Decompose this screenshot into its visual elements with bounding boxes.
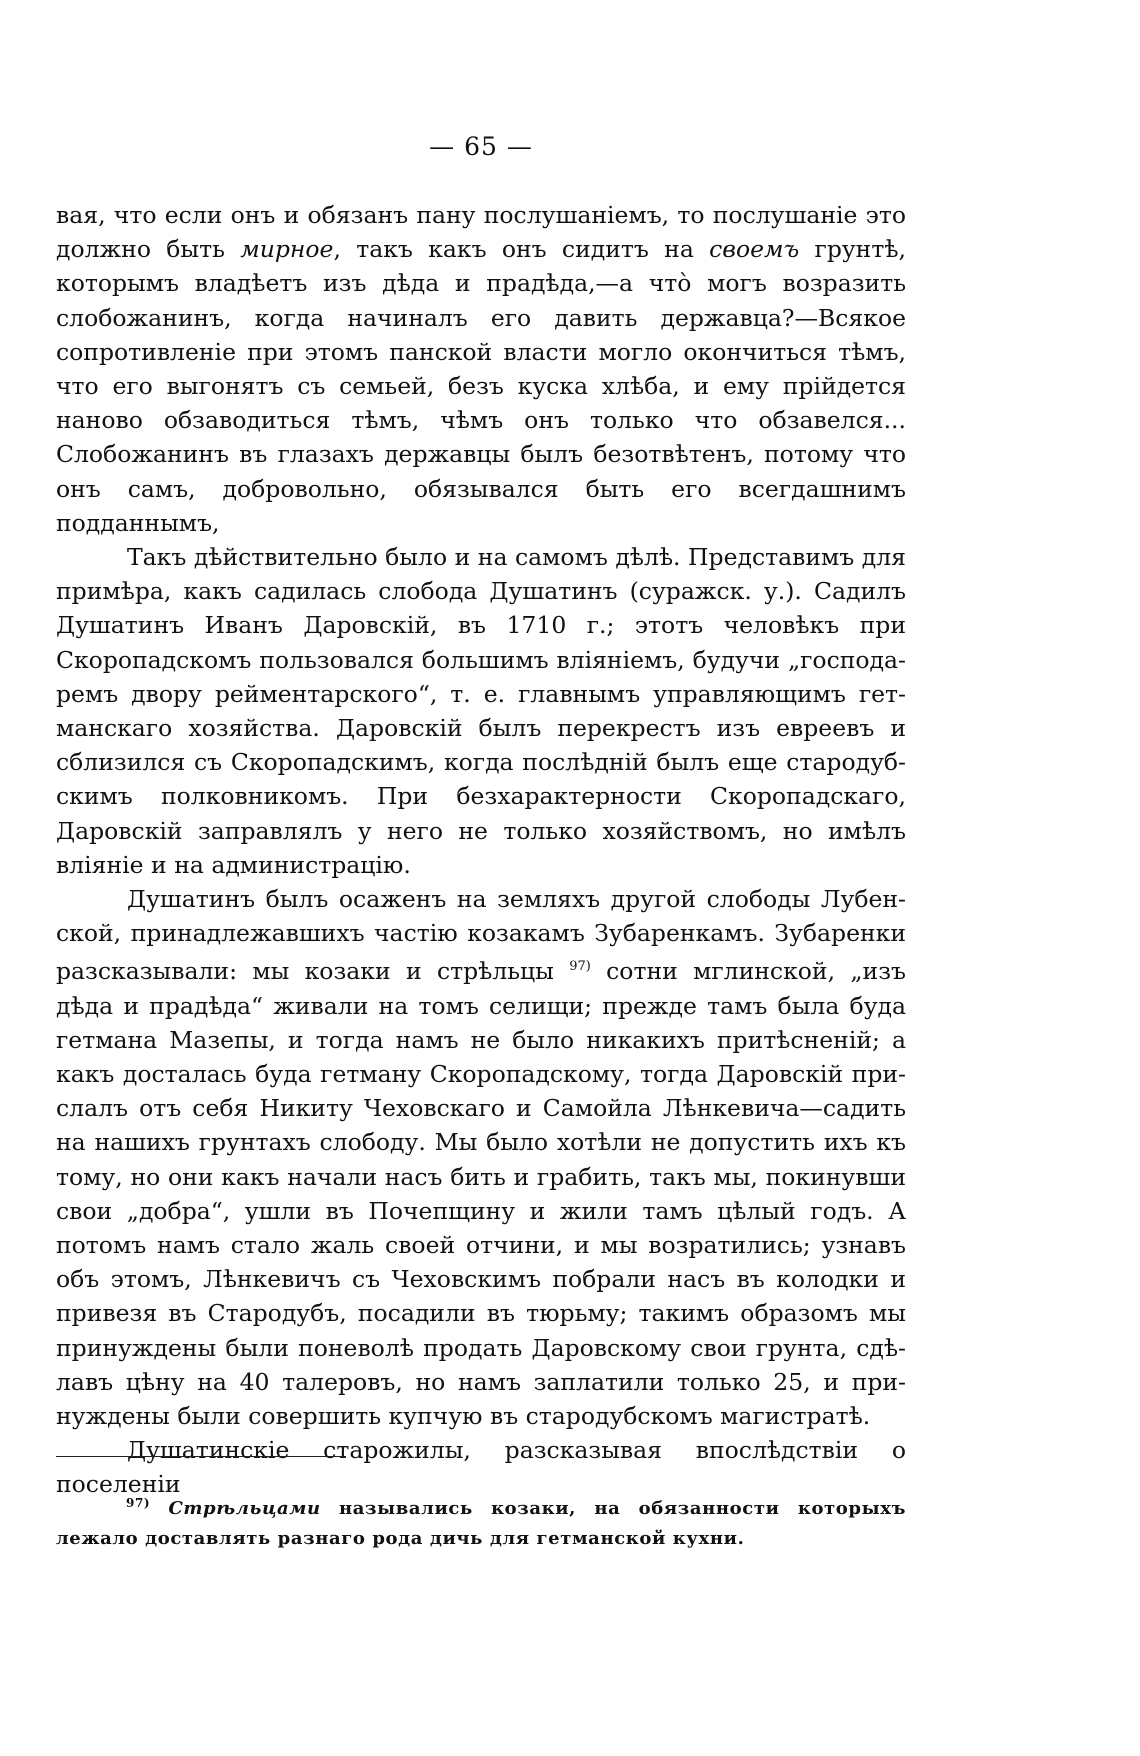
paragraph: [56, 882, 906, 1433]
footnote-mark: 97): [126, 1496, 151, 1510]
body-text: [56, 198, 906, 1502]
footnote-text: назывались козаки, на обязанности которыхъ лежало доставлять разнаго рода дичь для гетманской кухни.: [56, 1498, 906, 1549]
paragraph-text: вая, что если онъ и обязанъ пану послушаніемъ, то послушаніе это должно быть: [56, 201, 906, 264]
footnote-term: Стрѣльцами: [168, 1498, 321, 1519]
paragraph-text: грунтѣ, которымъ владѣетъ изъ дѣда и прадѣда,—а что̀ могъ возразить слобожанинъ, когда начиналъ его давить державца?—Всякое сопротивленіе при этомъ панской власти могло окончиться тѣмъ, что его выгонятъ съ семьей, безъ куска хлѣба, и ему прійдется наново обзаводиться тѣмъ, чѣмъ онъ только что обзавелся... Слобожанинъ въ глазахъ державцы былъ безотвѣтенъ, потому что онъ самъ, добровольно, обязывался быть его всегдашнимъ подданнымъ,: [56, 235, 906, 537]
paragraph: [56, 198, 906, 540]
paragraph: [56, 540, 906, 882]
paragraph-text: , такъ какъ онъ сидитъ на: [333, 235, 710, 264]
footnote-reference: 97): [569, 959, 591, 975]
page-number: — 65 —: [429, 132, 533, 161]
paragraph-text: Душатинъ былъ осаженъ на земляхъ другой слободы Лубенской, принадлежавшихъ частію козакамъ Зубаренкамъ. Зубаренки разсказывали: мы козаки и стрѣльцы: [56, 885, 906, 986]
book-page: [56, 0, 906, 1756]
footnote-divider: [56, 1456, 346, 1457]
emphasized-word: мирное: [240, 235, 334, 264]
paragraph-text: сотни мглинской, „изъ дѣда и прадѣда“ живали на томъ селищи; прежде тамъ была буда гетмана Мазепы, и тогда намъ не было никакихъ притѣсненій; а какъ досталась буда гетману Скоропадскому, тогда Даровскій прислалъ отъ себя Никиту Чеховскаго и Самойла Лѣнкевича—садить на нашихъ грунтахъ слободу. Мы было хотѣли не допустить ихъ къ тому, но они какъ начали насъ бить и грабить, такъ мы, покинувши свои „добра“, ушли въ Почепщину и жили тамъ цѣлый годъ. А потомъ намъ стало жаль своей отчини, и мы возратились; узнавъ объ этомъ, Лѣнкевичъ съ Чеховскимъ побрали насъ въ колодки и привезя въ Стародубъ, посадили въ тюрьму; такимъ образомъ мы принуждены были поневолѣ продать Даровскому свои грунта, сдѣлавъ цѣну на 40 талеровъ, но намъ заплатили только 25, и принуждены были совершить купчую въ стародубскомъ магистратѣ.: [56, 957, 906, 1430]
paragraph-text: Такъ дѣйствительно было и на самомъ дѣлѣ. Представимъ для примѣра, какъ садилась слобода Душатинъ (суражск. у.). Садилъ Душатинъ Иванъ Даровскій, въ 1710 г.; этотъ человѣкъ при Скоропадскомъ пользовался большимъ вліяніемъ, будучи „господаремъ двору рейментарского“, т. е. главнымъ управляющимъ гетманскаго хозяйства. Даровскій былъ перекрестъ изъ евреевъ и сблизился съ Скоропадскимъ, когда послѣдній былъ еще стародубскимъ полковникомъ. При безхарактерности Скоропадскаго, Даровскій заправлялъ у него не только хозяйствомъ, но имѣлъ вліяніе и на администрацію.: [56, 543, 906, 879]
paragraph-text: Душатинскіе старожилы, разсказывая впослѣдствіи о поселеніи: [56, 1436, 906, 1499]
emphasized-word: своемъ: [709, 235, 800, 264]
footnote: [56, 1488, 906, 1554]
